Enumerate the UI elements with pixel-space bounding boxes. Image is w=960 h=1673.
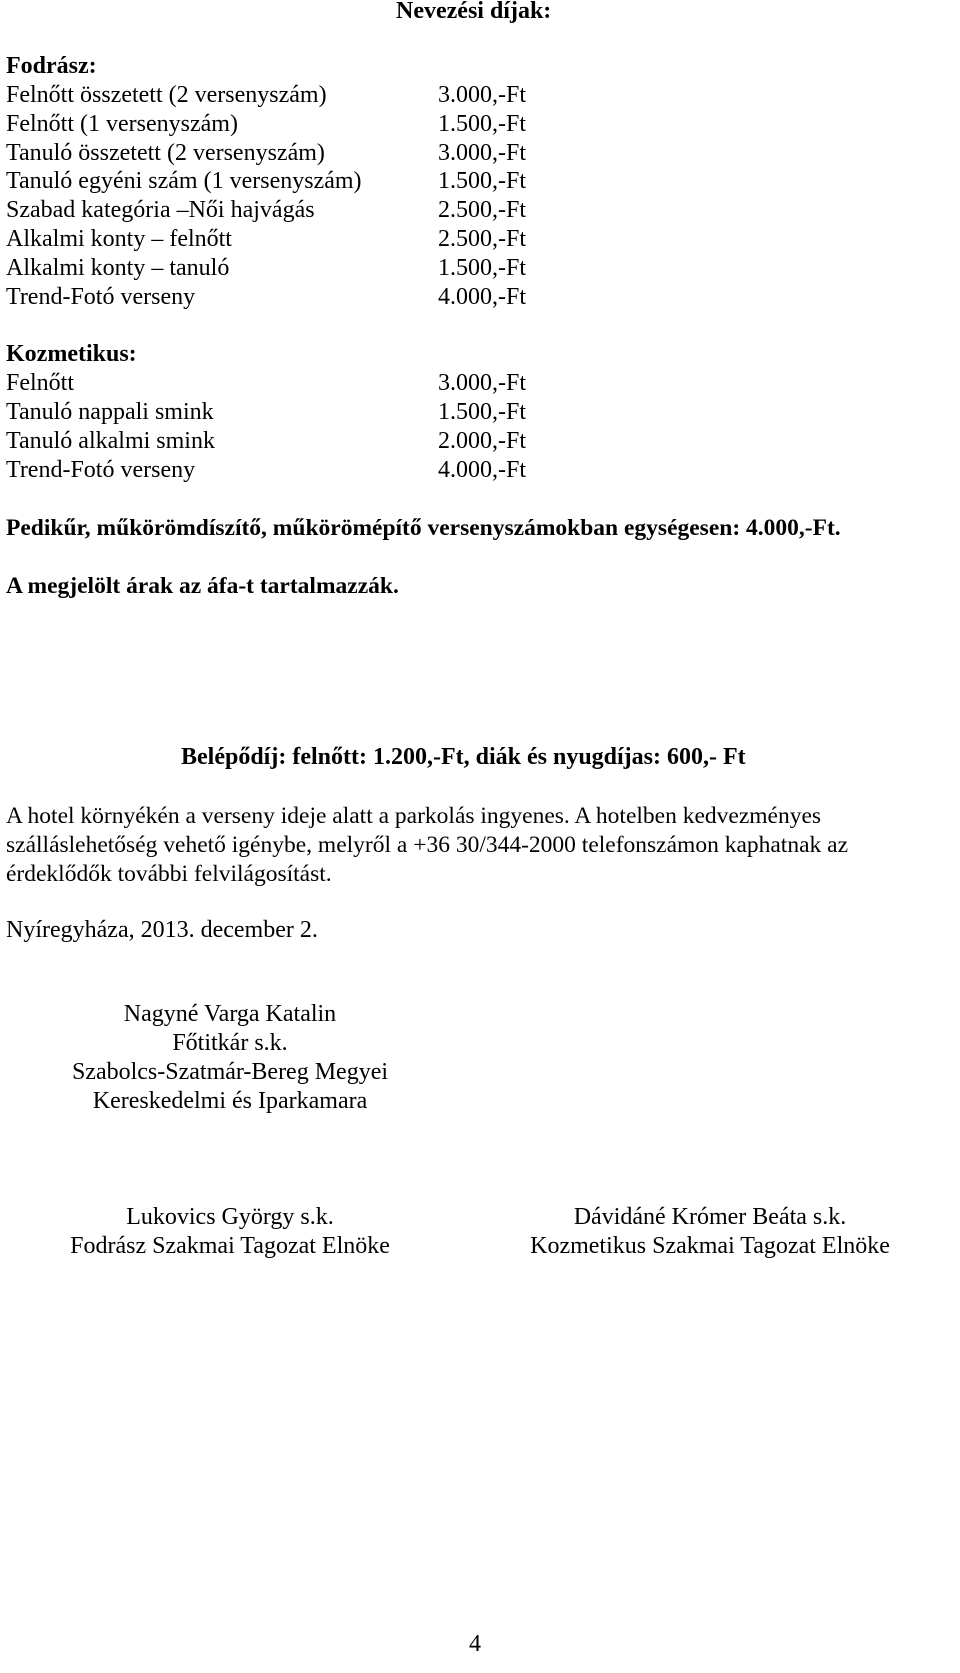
info-line: szálláslehetőség vehető igénybe, melyről a +36 30/344-2000 telefonszámon kaphatnak az [6,832,849,858]
signatory-name: Dávidáné Krómer Beáta s.k. [573,1204,847,1230]
fee-price: 1.500,-Ft [438,168,527,194]
fee-label: Trend-Fotó verseny [6,457,196,483]
fee-price: 2.500,-Ft [438,197,527,223]
fee-price: 1.500,-Ft [438,111,527,137]
signatory-role: Fodrász Szakmai Tagozat Elnöke [70,1233,390,1259]
signatory-name: Nagyné Varga Katalin [123,1001,337,1027]
fee-price: 1.500,-Ft [438,255,527,281]
page-heading: Nevezési díjak: [396,0,552,24]
fee-label: Tanuló nappali smink [6,399,214,425]
fee-price: 2.000,-Ft [438,428,527,454]
fee-price: 4.000,-Ft [438,284,527,310]
signatory-role: Kozmetikus Szakmai Tagozat Elnöke [530,1233,890,1259]
info-line: érdeklődők további felvilágosítást. [6,861,332,887]
page-number: 4 [469,1631,481,1657]
fee-price: 2.500,-Ft [438,226,527,252]
kozmetikus-title: Kozmetikus: [6,341,137,367]
fee-price: 4.000,-Ft [438,457,527,483]
fee-label: Felnőtt összetett (2 versenyszám) [6,82,327,108]
fee-label: Trend-Fotó verseny [6,284,196,310]
fodrasz-title: Fodrász: [6,53,97,79]
fee-label: Tanuló összetett (2 versenyszám) [6,140,325,166]
signatory-role: Főtitkár s.k. [172,1030,288,1056]
fee-label: Tanuló egyéni szám (1 versenyszám) [6,168,362,194]
fee-price: 1.500,-Ft [438,399,527,425]
entry-fee: Belépődíj: felnőtt: 1.200,-Ft, diák és nyugdíjas: 600,- Ft [181,744,746,770]
fee-label: Alkalmi konty – felnőtt [6,226,232,252]
signatory-org: Kereskedelmi és Iparkamara [92,1088,368,1114]
fee-price: 3.000,-Ft [438,370,527,396]
signatory-name: Lukovics György s.k. [126,1204,334,1230]
fee-label: Alkalmi konty – tanuló [6,255,230,281]
fee-label: Felnőtt (1 versenyszám) [6,111,238,137]
fee-price: 3.000,-Ft [438,140,527,166]
fee-label: Tanuló alkalmi smink [6,428,215,454]
info-line: A hotel környékén a verseny ideje alatt a parkolás ingyenes. A hotelben kedvezményes [6,803,822,829]
signatory-org: Szabolcs-Szatmár-Bereg Megyei [71,1059,389,1085]
pedikur-note: Pedikűr, műkörömdíszítő, műkörömépítő versenyszámokban egységesen: 4.000,-Ft. [6,515,841,541]
fee-label: Szabad kategória –Női hajvágás [6,197,315,223]
place-date: Nyíregyháza, 2013. december 2. [6,917,318,943]
fee-label: Felnőtt [6,370,75,396]
fee-price: 3.000,-Ft [438,82,527,108]
vat-note: A megjelölt árak az áfa-t tartalmazzák. [6,573,399,599]
